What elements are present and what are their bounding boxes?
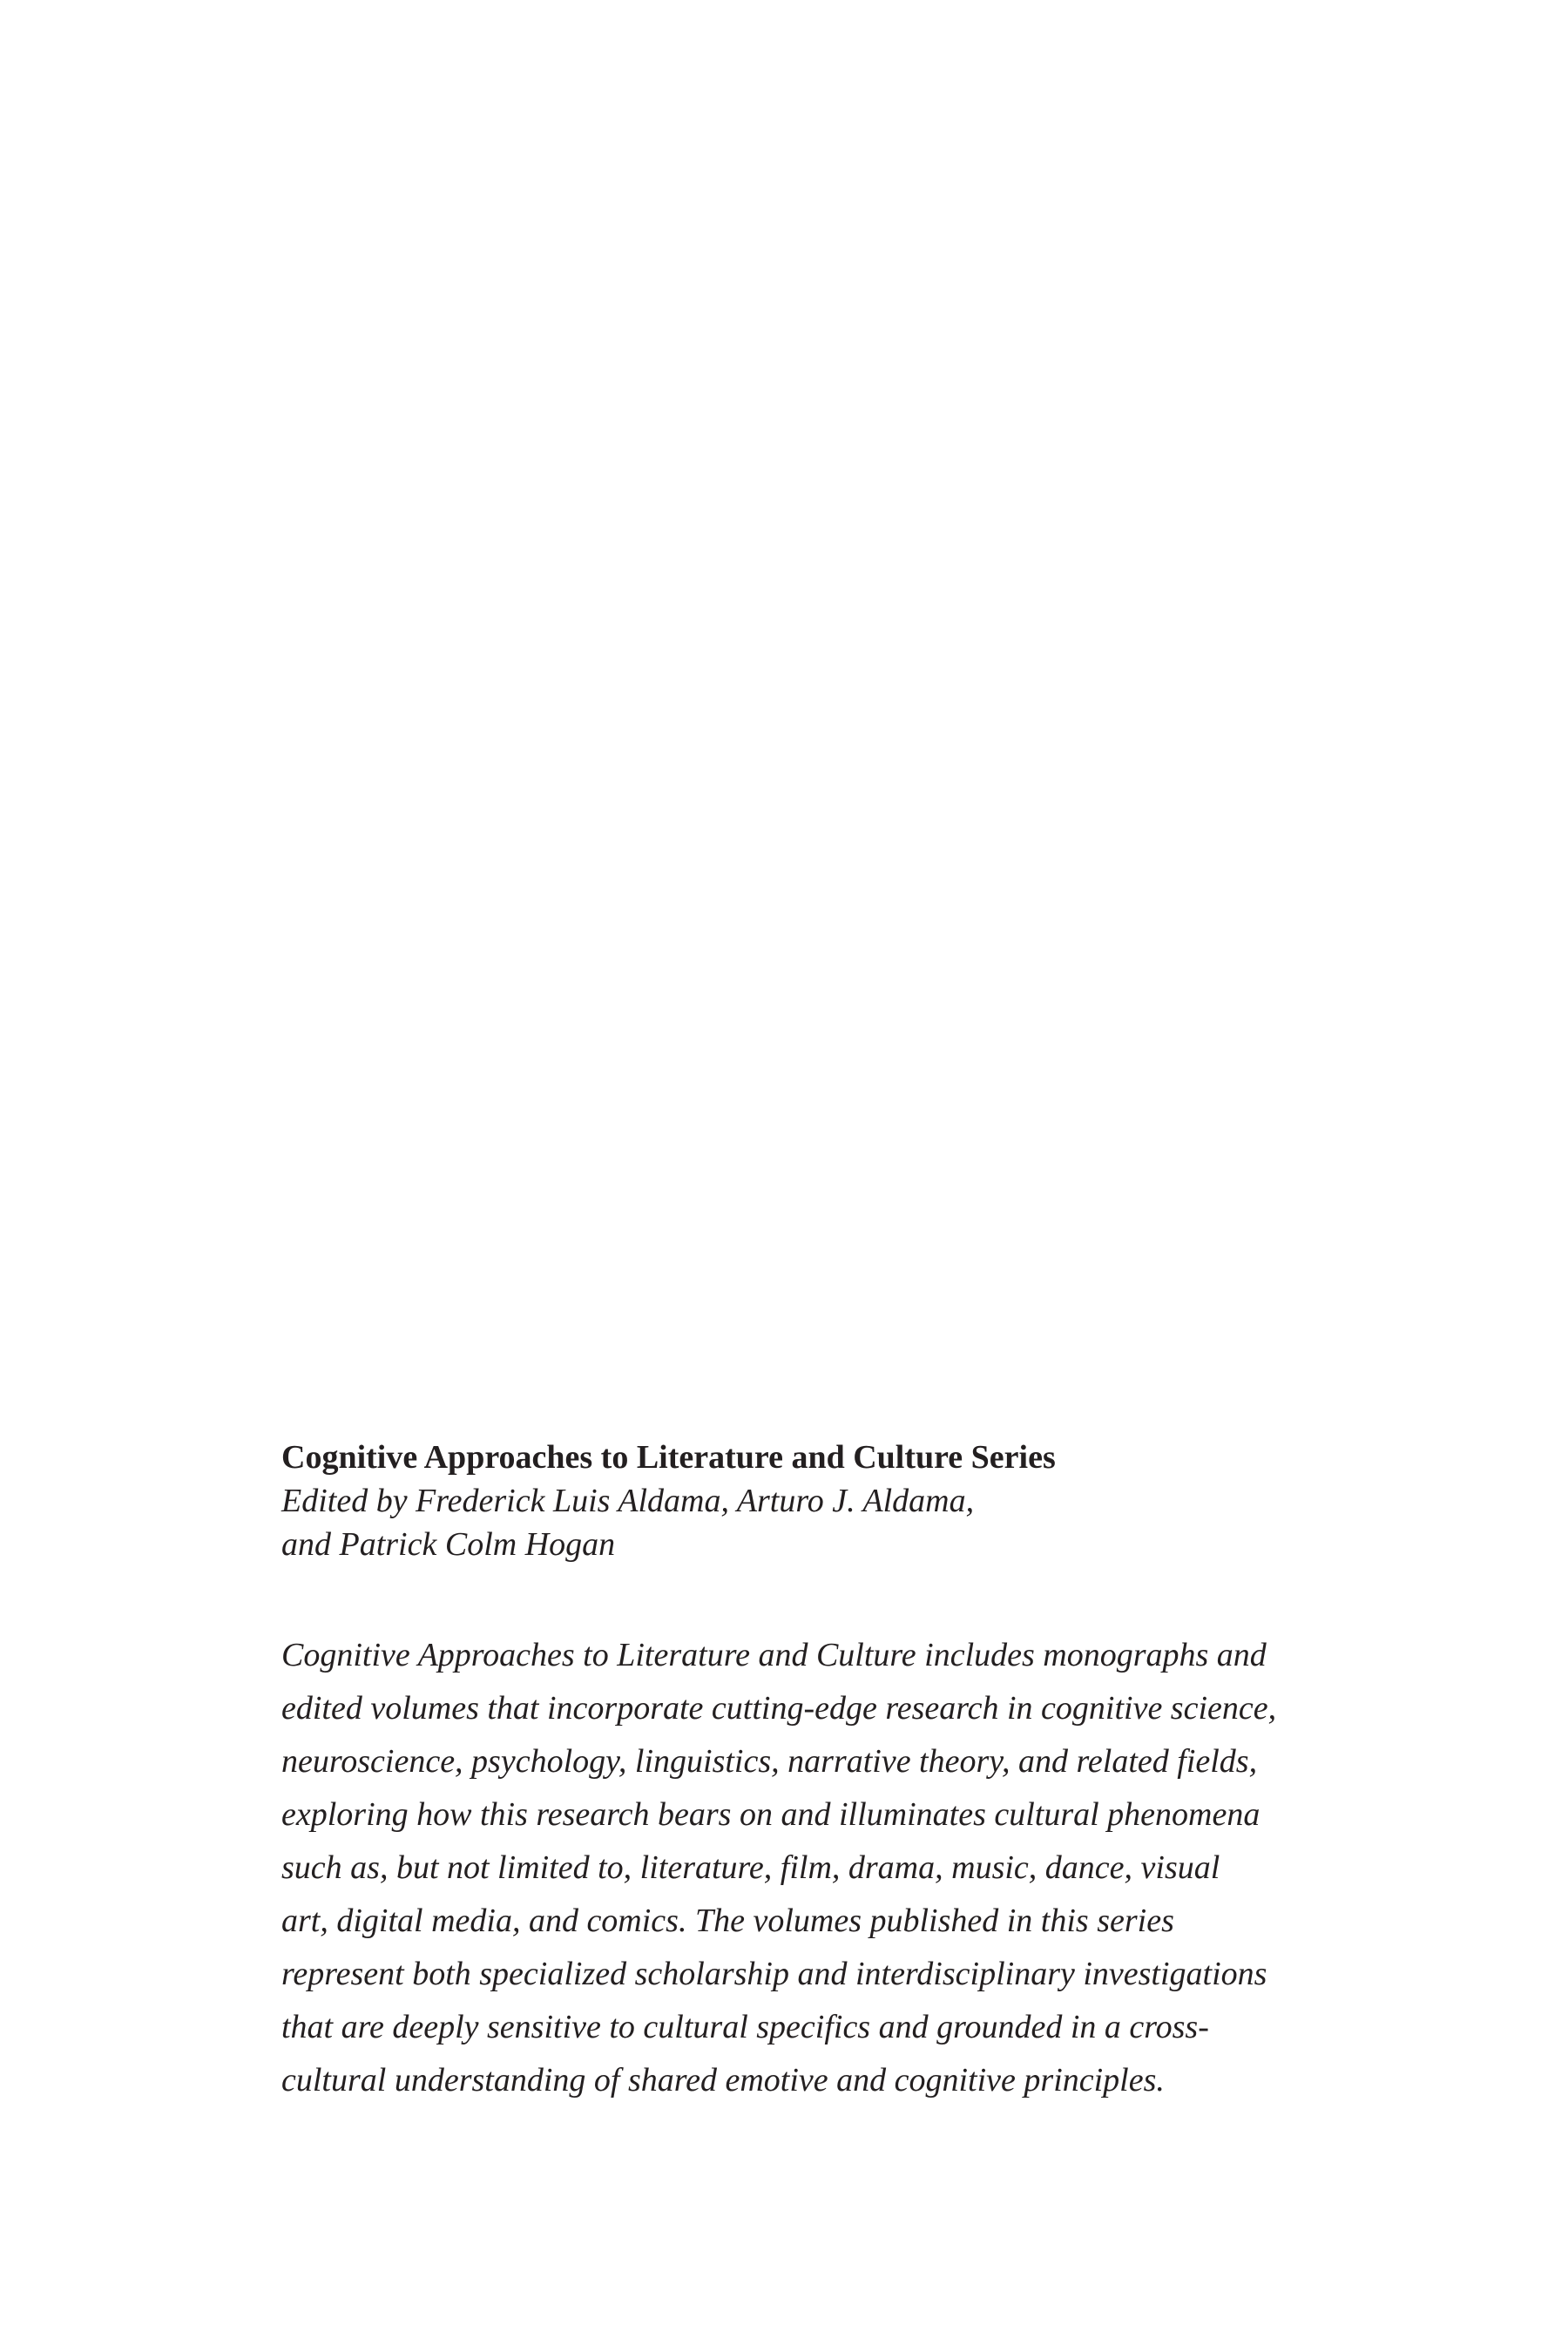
description-line: that are deeply sensitive to cultural specifics and grounded in a cross- xyxy=(281,2009,1209,2045)
description-line: such as, but not limited to, literature, film, drama, music, dance, visual xyxy=(281,1849,1220,1886)
series-editors xyxy=(281,1479,1370,1566)
description-line: represent both specialized scholarship and interdisciplinary investigations xyxy=(281,1956,1267,1992)
series-header xyxy=(281,1436,1370,1566)
description-line: edited volumes that incorporate cutting-edge research in cognitive science, xyxy=(281,1690,1277,1727)
description-line: art, digital media, and comics. The volumes published in this series xyxy=(281,1903,1174,1939)
description-line: exploring how this research bears on and illuminates cultural phenomena xyxy=(281,1796,1260,1833)
description-line: Cognitive Approaches to Literature and Culture includes monographs and xyxy=(281,1637,1267,1673)
series-title: Cognitive Approaches to Literature and Culture Series xyxy=(281,1439,1056,1476)
editors-line: and Patrick Colm Hogan xyxy=(281,1526,616,1563)
series-description xyxy=(281,1629,1370,2107)
description-line: neuroscience, psychology, linguistics, narrative theory, and related fields, xyxy=(281,1743,1258,1780)
description-line: cultural understanding of shared emotive and cognitive principles. xyxy=(281,2062,1165,2099)
editors-line: Edited by Frederick Luis Aldama, Arturo J. Aldama, xyxy=(281,1483,975,1519)
